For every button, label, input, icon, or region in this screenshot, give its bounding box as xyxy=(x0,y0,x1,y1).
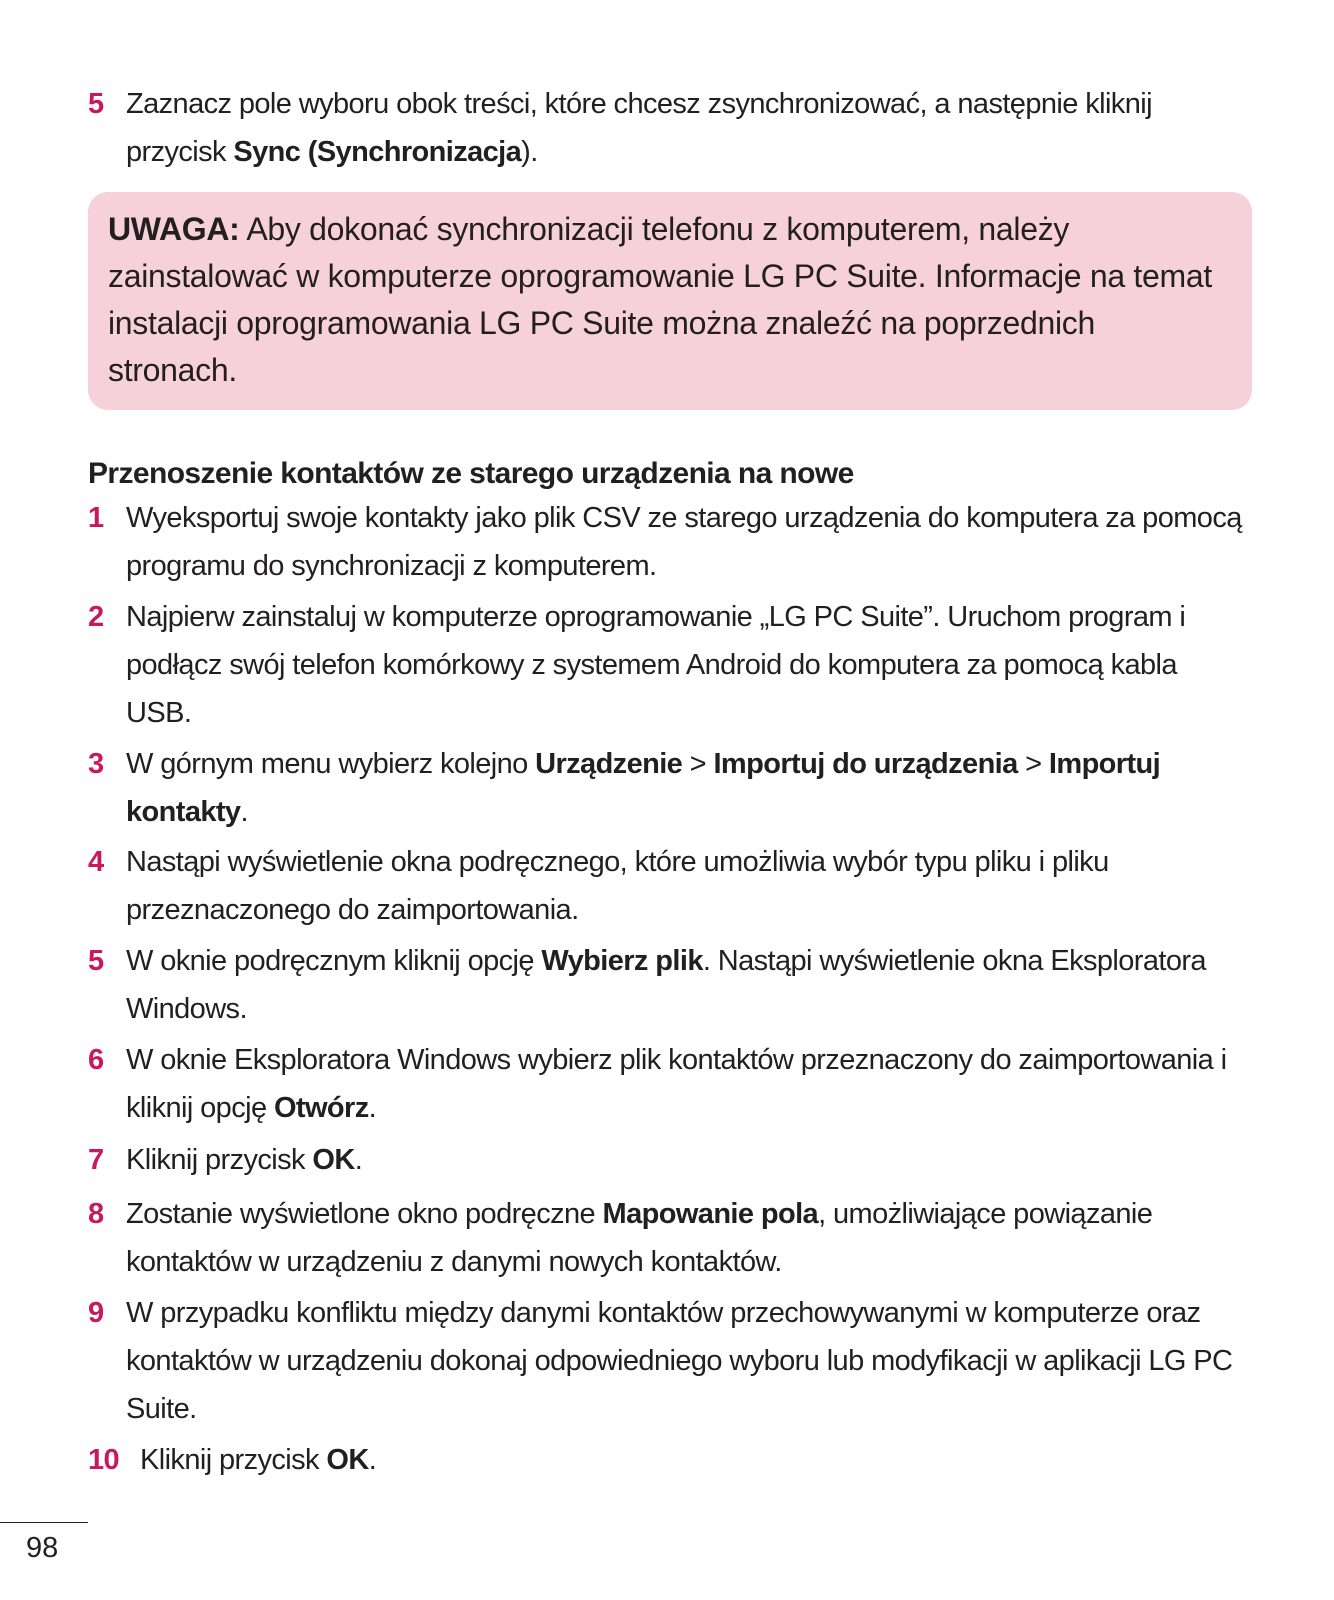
step-text: Kliknij przycisk OK. xyxy=(126,1144,363,1176)
step-number: 2 xyxy=(88,601,104,633)
step-text: Wyeksportuj swoje kontakty jako plik CSV ze starego urządzenia do komputera za pomocą programu do synchronizacji z komputerem. xyxy=(126,502,1242,582)
step-number: 6 xyxy=(88,1044,104,1076)
page-number: 98 xyxy=(26,1532,59,1564)
step-number: 1 xyxy=(88,502,104,534)
step-text: Kliknij przycisk OK. xyxy=(140,1444,377,1476)
step-text: W przypadku konfliktu między danymi kontaktów przechowywanymi w komputerze oraz kontaktów w urządzeniu dokonaj odpowiedniego wyboru lub modyfikacji w aplikacji LG PC Suite. xyxy=(126,1297,1233,1425)
step-number: 5 xyxy=(88,945,104,977)
step-text: Najpierw zainstaluj w komputerze oprogramowanie „LG PC Suite”. Uruchom program i podłącz swój telefon komórkowy z systemem Android do komputera za pomocą kabla USB. xyxy=(126,601,1186,729)
open-label: Otwórz xyxy=(273,1092,369,1124)
choose-file-label: Wybierz plik xyxy=(541,945,703,977)
step-text: Zostanie wyświetlone okno podręczne Mapowanie pola, umożliwiające powiązanie kontaktów w urządzeniu z danymi nowych kontaktów. xyxy=(126,1198,1153,1278)
step-number: 5 xyxy=(88,88,104,120)
step-text: Nastąpi wyświetlenie okna podręcznego, które umożliwia wybór typu pliku i pliku przeznaczonego do zaimportowania. xyxy=(126,846,1109,926)
menu-device: Urządzenie xyxy=(535,748,683,780)
field-mapping-label: Mapowanie pola xyxy=(602,1198,819,1230)
step-number: 10 xyxy=(88,1444,120,1476)
menu-import-to-device: Importuj do urządzenia xyxy=(713,748,1018,780)
step-number: 9 xyxy=(88,1297,104,1329)
note-label: UWAGA: xyxy=(108,211,240,247)
step-number: 8 xyxy=(88,1198,104,1230)
ok-label: OK xyxy=(326,1444,369,1476)
note-box xyxy=(88,192,1252,410)
step-number: 3 xyxy=(88,748,104,780)
footer-rule xyxy=(0,1522,88,1523)
section-heading: Przenoszenie kontaktów ze starego urządzenia na nowe xyxy=(88,457,854,490)
step-text: W górnym menu wybierz kolejno Urządzenie > Importuj do urządzenia > Importuj kontakty. xyxy=(126,748,1161,828)
step-text: Zaznacz pole wyboru obok treści, które chcesz zsynchronizować, a następnie kliknij przycisk Sync (Synchronizacja). xyxy=(126,88,1152,168)
step-number: 4 xyxy=(88,846,104,878)
note-text: Aby dokonać synchronizacji telefonu z komputerem, należy zainstalować w komputerze oprogramowanie LG PC Suite. Informacje na temat instalacji oprogramowania LG PC Suite można znaleźć na poprzednich stronach. xyxy=(108,211,1212,388)
step-text: W oknie podręcznym kliknij opcję Wybierz plik. Nastąpi wyświetlenie okna Eksploratora Windows. xyxy=(126,945,1206,1025)
menu-import-contacts: Importuj kontakty xyxy=(126,748,1161,828)
step-text: W oknie Eksploratora Windows wybierz plik kontaktów przeznaczony do zaimportowania i kliknij opcję Otwórz. xyxy=(126,1044,1227,1124)
sync-label: Sync (Synchronizacja xyxy=(233,136,522,168)
step-number: 7 xyxy=(88,1144,104,1176)
ok-label: OK xyxy=(312,1144,355,1176)
